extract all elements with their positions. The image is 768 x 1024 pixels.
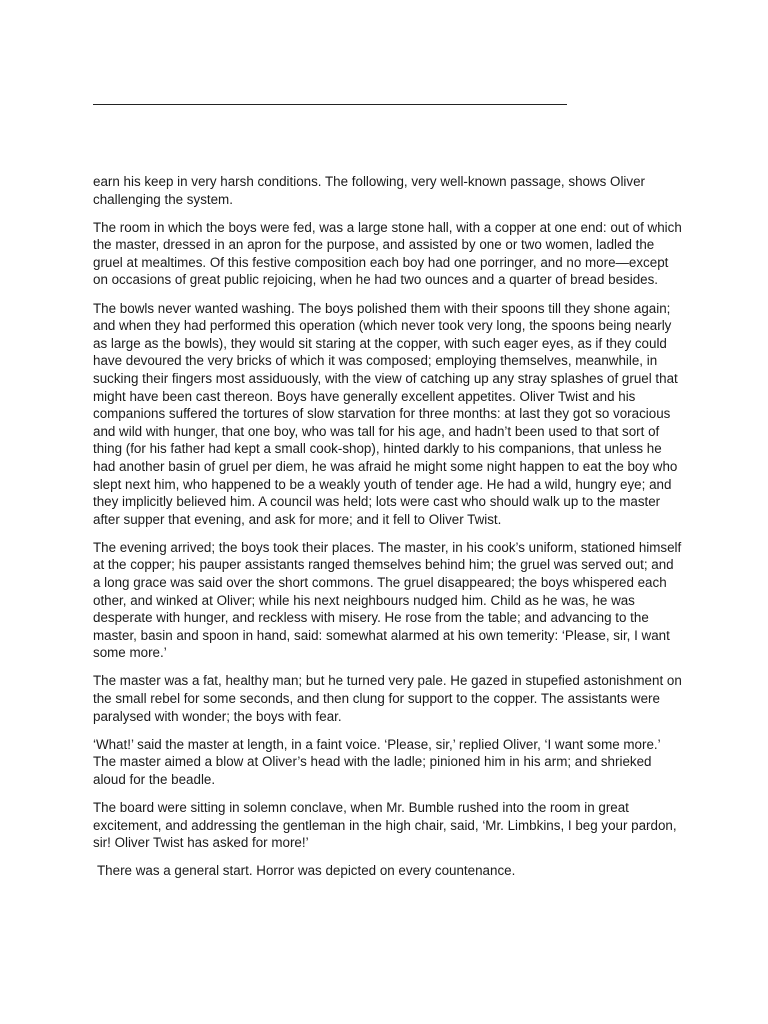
paragraph-intro: earn his keep in very harsh conditions. The following, very well-known passage, shows Oliver challenging the system. <box>93 174 646 207</box>
paragraph-stone-hall: The room in which the boys were fed, was a large stone hall, with a copper at one end: out of which the master, dressed in an apron for the purpose, and assisted by one or two women, ladled the gruel at mealtimes. Of this festive composition each boy had one porringer, and no more—except on occasions of great public rejoicing, when he had two ounces and a quarter of bread besides. <box>93 219 682 288</box>
paragraph-board: The board were sitting in solemn conclave, when Mr. Bumble rushed into the room in great excitement, and addressing the gentleman in the high chair, said, ‘Mr. Limbkins, I beg your pardon, sir! Oliver Twist has asked for more!’ <box>93 800 677 851</box>
paragraph-what: ‘What!’ said the master at length, in a faint voice. ‘Please, sir,’ replied Oliver, ‘I want some more.’ The master aimed a blow at Oliver’s head with the ladle; pinioned him in his arm; and shrieked aloud for the beadle. <box>93 736 661 787</box>
document-body <box>93 173 683 890</box>
header-rule <box>93 104 567 105</box>
paragraph-evening: The evening arrived; the boys took their places. The master, in his cook’s uniform, stationed himself at the copper; his pauper assistants ranged themselves behind him; the gruel was served out; and a long grace was said over the short commons. The gruel disappeared; the boys whispered each other, and winked at Oliver; while his next neighbours nudged him. Child as he was, he was desperate with hunger, and reckless with misery. He rose from the table; and advancing to the master, basin and spoon in hand, said: somewhat alarmed at his own temerity: ‘Please, sir, I want some more.’ <box>93 539 682 661</box>
paragraph-master-pale: The master was a fat, healthy man; but he turned very pale. He gazed in stupefied astonishment on the small rebel for some seconds, and then clung for support to the copper. The assistants were paralysed with wonder; the boys with fear. <box>93 673 682 724</box>
paragraph-bowls: The bowls never wanted washing. The boys polished them with their spoons till they shone again; and when they had performed this operation (which never took very long, the spoons being nearly as large as the bowls), they would sit staring at the copper, with such eager eyes, as if they could have devoured the very bricks of which it was composed; employing themselves, meanwhile, in sucking their fingers most assiduously, with the view of catching up any stray splashes of gruel that might have been cast thereon. Boys have generally excellent appetites. Oliver Twist and his companions suffered the tortures of slow starvation for three months: at last they got so voracious and wild with hunger, that one boy, who was tall for his age, and hadn’t been used to that sort of thing (for his father had kept a small cook-shop), hinted darkly to his companions, that unless he had another basin of gruel per diem, he was afraid he might some night happen to eat the boy who slept next him, who happened to be a weakly youth of tender age. He had a wild, hungry eye; and they implicitly believed him. A council was held; lots were cast who should walk up to the master after supper that evening, and ask for more; and it fell to Oliver Twist. <box>93 300 678 527</box>
paragraph-general-start: There was a general start. Horror was depicted on every countenance. <box>97 863 516 879</box>
